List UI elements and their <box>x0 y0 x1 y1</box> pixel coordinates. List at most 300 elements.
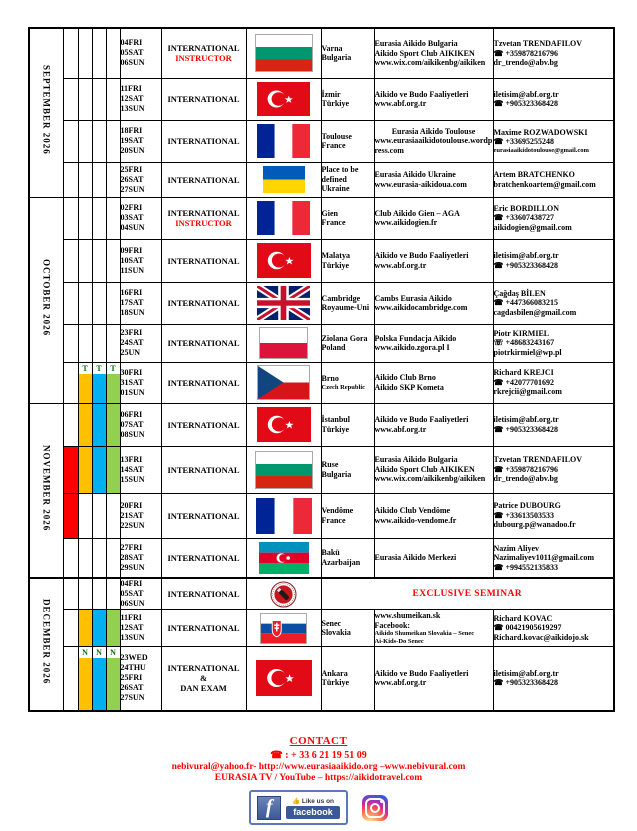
location-line: France <box>321 218 346 227</box>
date-line: 12SAT <box>120 94 144 103</box>
location-line: Czech Republic <box>321 383 366 391</box>
date-line: 27SUN <box>120 693 145 703</box>
seminar-type-cell <box>161 78 246 120</box>
organization-cell <box>374 78 493 120</box>
date-line: 18SUN <box>120 308 145 317</box>
location-line: Poland <box>321 343 346 352</box>
organization-line: Aikido ve Budo Faaliyetleri <box>374 415 469 424</box>
organization-line: Aikido SKP Kometa <box>374 382 444 392</box>
organization-line: Eurasia Aikido Toulouse <box>391 126 476 136</box>
location-cell <box>321 78 374 120</box>
marker-column-orange <box>78 162 92 197</box>
contact-cell <box>493 162 614 197</box>
marker-column-orange <box>78 239 92 282</box>
organization-line: Aikido ve Budo Faaliyetleri <box>374 251 469 260</box>
marker-column-red <box>63 78 78 120</box>
marker-column-orange <box>78 446 92 493</box>
contact-line: Eric BORDILLON <box>493 203 560 213</box>
seminar-type-line: INTERNATIONAL <box>167 43 240 54</box>
seminar-type-line: INSTRUCTOR <box>175 53 232 64</box>
marker-column-green <box>106 282 120 324</box>
organization-cell <box>374 362 493 403</box>
location-cell <box>321 324 374 362</box>
marker-column-red <box>63 162 78 197</box>
date-line: 15SUN <box>120 474 145 484</box>
flag-cell <box>246 239 321 282</box>
contact-line: dr_trendo@abv.bg <box>493 474 558 484</box>
marker-column-blue <box>92 403 106 446</box>
seminar-type-cell <box>161 493 246 538</box>
contact-line: iletisim@abf.org.tr <box>493 415 559 424</box>
contact-line: ☎ +33613503533 <box>493 510 555 520</box>
france-flag-icon <box>256 498 312 534</box>
organization-line: Club Aikido Gien – AGA <box>374 208 460 218</box>
seminar-type-cell <box>161 239 246 282</box>
date-line: 28SAT <box>120 552 144 562</box>
contact-line: ☎ +42077701692 <box>493 377 555 387</box>
marker-letter: T <box>79 363 92 374</box>
marker-column-green <box>106 647 120 711</box>
seminar-type-cell <box>161 282 246 324</box>
contact-cell <box>493 282 614 324</box>
marker-column-red <box>63 324 78 362</box>
seminar-row <box>29 538 614 578</box>
seminar-type-line: DAN EXAM <box>180 683 227 694</box>
seminar-type-cell <box>161 578 246 610</box>
date-line: 14SAT <box>120 464 144 474</box>
marker-column-orange <box>78 282 92 324</box>
contact-line: ☎ +905323368428 <box>493 99 559 108</box>
location-line: defined <box>321 174 347 184</box>
marker-column-red <box>63 120 78 162</box>
contact-line: ☎ +905323368428 <box>493 260 559 270</box>
contact-line: iletisim@abf.org.tr <box>493 668 559 678</box>
seminar-type-line: INTERNATIONAL <box>167 174 240 185</box>
seminar-type-line: INTERNATIONAL <box>167 377 240 388</box>
location-cell <box>321 282 374 324</box>
marker-column-blue <box>92 647 106 711</box>
location-cell <box>321 162 374 197</box>
seminar-schedule-table <box>28 27 615 712</box>
contact-line: Richard KREJCI <box>493 368 554 378</box>
seminar-type-line: INTERNATIONAL <box>167 298 240 308</box>
seminar-row <box>29 647 614 711</box>
marker-column-blue <box>92 162 106 197</box>
organization-cell <box>374 610 493 647</box>
contact-line: Richard.kovac@aikidojo.sk <box>493 632 589 642</box>
seminar-type-cell <box>161 162 246 197</box>
marker-column-green <box>106 78 120 120</box>
contact-line: dubourg.p@wanadoo.fr <box>493 520 576 530</box>
contact-line: ☎ 00421905619297 <box>493 623 562 633</box>
poland-flag-icon <box>260 328 307 358</box>
thumb-up-icon: 👍 <box>291 797 301 805</box>
date-line: 25UN <box>120 348 141 357</box>
date-line: 26SAT <box>120 174 144 184</box>
seminar-type-cell <box>161 324 246 362</box>
date-line: 18FRI <box>120 126 143 135</box>
organization-cell <box>374 197 493 239</box>
dates-cell <box>120 120 161 162</box>
seminar-type-line: INTERNATIONAL <box>167 255 240 266</box>
location-line: Brno <box>321 374 339 383</box>
instagram-icon[interactable] <box>362 795 388 821</box>
flag-cell <box>246 647 321 711</box>
organization-line: Ai-Kids-Do Senec <box>374 637 424 645</box>
contact-cell <box>493 610 614 647</box>
flag-cell <box>246 538 321 578</box>
dates-cell <box>120 446 161 493</box>
marker-column-blue <box>92 578 106 610</box>
location-line: Ruse <box>321 460 339 469</box>
location-line: France <box>321 515 346 525</box>
marker-column-orange <box>78 197 92 239</box>
marker-column-red <box>63 610 78 647</box>
date-line: 13SUN <box>120 104 145 113</box>
contact-cell <box>493 239 614 282</box>
location-cell <box>321 197 374 239</box>
organization-line: www.abf.org.tr <box>374 260 427 270</box>
location-line: Ziolana Gora <box>321 333 368 343</box>
location-line: Senec <box>321 618 342 628</box>
marker-column-blue <box>92 493 106 538</box>
marker-column-orange <box>78 610 92 647</box>
dates-cell <box>120 197 161 239</box>
turkey-flag-icon <box>257 82 310 116</box>
azerbaijan-flag-icon <box>259 542 309 574</box>
marker-column-blue <box>92 120 106 162</box>
date-line: 11FRI <box>120 84 142 93</box>
organization-line: Aikido Club Brno <box>374 373 436 382</box>
dates-cell <box>120 28 161 78</box>
flag-cell <box>246 162 321 197</box>
france-flag-icon <box>257 201 310 235</box>
seminar-type-line: INTERNATIONAL <box>167 623 240 633</box>
date-line: 20SUN <box>120 146 145 155</box>
date-line: 22SUN <box>120 520 145 530</box>
marker-column-orange <box>78 647 92 711</box>
marker-column-red <box>63 538 78 578</box>
date-line: 06FRI <box>120 409 143 419</box>
month-label: NOVEMBER 2026 <box>41 444 52 531</box>
contact-cell <box>493 324 614 362</box>
marker-column-red <box>63 239 78 282</box>
seminar-row <box>29 28 614 78</box>
dates-cell <box>120 78 161 120</box>
marker-column-blue <box>92 610 106 647</box>
date-line: 10SAT <box>120 255 144 265</box>
facebook-brand-label: facebook <box>286 806 340 819</box>
contact-cell <box>493 78 614 120</box>
seminar-type-line: INTERNATIONAL <box>167 338 240 348</box>
location-line: Ukraine <box>321 184 350 194</box>
seminar-row <box>29 282 614 324</box>
contact-links-line[interactable]: nebivural@yahoo.fr- http://www.eurasiaaikido.org –www.nebivural.com <box>171 762 466 772</box>
marker-column-green <box>106 120 120 162</box>
organization-cell <box>374 647 493 711</box>
ukraine-flag-icon <box>263 166 305 193</box>
contact-cell <box>493 493 614 538</box>
date-line: 19SAT <box>120 136 144 145</box>
contact-line: iletisim@abf.org.tr <box>493 251 559 260</box>
seminar-type-cell <box>161 538 246 578</box>
seminar-type-line: INSTRUCTOR <box>175 218 232 228</box>
organization-line: Eurasia Aikido Bulgaria <box>374 39 458 48</box>
date-line: 13SUN <box>120 633 145 642</box>
date-line: 03SAT <box>120 213 144 222</box>
contact-line: Nazimaliyev1011@gmail.com <box>493 553 595 562</box>
seminar-type-line: INTERNATIONAL <box>167 464 240 475</box>
marker-column-green <box>106 324 120 362</box>
seminar-row <box>29 78 614 120</box>
seminar-type-line: INTERNATIONAL <box>167 663 240 674</box>
seminar-type-line: INTERNATIONAL <box>167 208 240 218</box>
organization-line: www.wix.com/aikikenbg/aikiken <box>374 58 486 67</box>
contact-line: ☏ +48683243167 <box>493 338 555 348</box>
location-line: Türkiye <box>321 99 350 108</box>
marker-column-orange <box>78 324 92 362</box>
date-line: 04SUN <box>120 223 145 232</box>
organization-line: www.eurasia-aikidoua.com <box>374 179 467 189</box>
seminar-type-line: INTERNATIONAL <box>167 510 240 521</box>
organization-line: Aikido Club Vendôme <box>374 506 451 515</box>
marker-column-blue <box>92 324 106 362</box>
location-line: Toulouse <box>321 131 352 141</box>
contact-phone-line: ☎ : + 33 6 21 19 51 09 <box>270 750 367 761</box>
marker-column-red <box>63 578 78 610</box>
flag-cell <box>246 446 321 493</box>
marker-column-red <box>63 282 78 324</box>
location-cell <box>321 239 374 282</box>
seminar-type-cell <box>161 647 246 711</box>
organization-line: Eurasia Aikido Bulgaria <box>374 455 458 465</box>
marker-column-blue <box>92 197 106 239</box>
seminar-row <box>29 403 614 446</box>
organization-line: www.wix.com/aikikenbg/aikiken <box>374 474 486 484</box>
marker-column-blue <box>92 28 106 78</box>
date-line: 04FRI <box>120 579 143 588</box>
contact-line: Maxime ROZWADOWSKI <box>493 127 588 137</box>
contact-line: Tzvetan TRENDAFILOV <box>493 39 583 48</box>
date-line: 07SAT <box>120 419 144 429</box>
date-line: 02FRI <box>120 203 143 212</box>
dates-cell <box>120 324 161 362</box>
organization-line: www.eurasiaaikidotoulouse.wordpress.com <box>374 136 493 155</box>
date-line: 16FRI <box>120 288 143 297</box>
dates-cell <box>120 538 161 578</box>
exclusive-banner-cell <box>321 578 614 610</box>
date-line: 06SUN <box>120 58 145 68</box>
flag-cell <box>246 324 321 362</box>
organization-line: Polska Fundacja Aikido <box>374 333 457 343</box>
facebook-f-icon: f <box>257 796 281 820</box>
dates-cell <box>120 282 161 324</box>
date-line: 24THU <box>120 663 146 673</box>
organization-line: Aikido Shumeikan Slovakia – Senec <box>374 630 475 637</box>
location-cell <box>321 403 374 446</box>
contact-line: bratchenkoartem@gmail.com <box>493 179 596 189</box>
organization-cell <box>374 282 493 324</box>
location-cell <box>321 446 374 493</box>
contact-cell <box>493 120 614 162</box>
location-cell <box>321 538 374 578</box>
seminar-type-cell <box>161 403 246 446</box>
seminar-type-cell <box>161 120 246 162</box>
seminar-type-line: & <box>199 673 208 684</box>
location-line: Royaume-Uni <box>321 303 370 312</box>
flag-cell <box>246 493 321 538</box>
organization-line: www.aikidocambridge.com <box>374 303 468 312</box>
month-label: DECEMBER 2026 <box>41 599 52 685</box>
seminar-row <box>29 239 614 282</box>
organization-cell <box>374 324 493 362</box>
location-line: İstanbul <box>321 415 350 424</box>
facebook-badge[interactable] <box>249 790 348 825</box>
contact-line: iletisim@abf.org.tr <box>493 89 559 99</box>
slovakia-flag-icon <box>261 614 306 643</box>
flag-cell <box>246 362 321 403</box>
marker-column-green <box>106 28 120 78</box>
marker-letter: N <box>79 647 92 658</box>
location-line: Ankara <box>321 668 348 678</box>
marker-column-red <box>63 493 78 538</box>
month-cell <box>29 403 63 578</box>
date-line: 06SUN <box>120 599 145 608</box>
flag-cell <box>246 28 321 78</box>
date-line: 08SUN <box>120 429 145 439</box>
organization-line: Aikido ve Budo Faaliyetleri <box>374 668 469 678</box>
seminar-row <box>29 197 614 239</box>
marker-column-blue <box>92 362 106 403</box>
organization-cell <box>374 538 493 578</box>
dates-cell <box>120 239 161 282</box>
organization-line: www.abf.org.tr <box>374 678 427 688</box>
contact-line: aikidogien@gmail.com <box>493 222 572 232</box>
contact-cell <box>493 538 614 578</box>
flag-cell <box>246 282 321 324</box>
contact-cell <box>493 362 614 403</box>
location-line: Bulgaria <box>321 469 352 479</box>
organization-line: Facebook: <box>374 620 411 630</box>
date-line: 29SUN <box>120 562 145 572</box>
contact-line: ☎ +447366083215 <box>493 298 559 308</box>
organization-cell <box>374 120 493 162</box>
seminar-type-line: INTERNATIONAL <box>167 94 240 104</box>
organization-line: Eurasia Aikido Merkezi <box>374 553 457 562</box>
organization-cell <box>374 28 493 78</box>
czech-flag-icon <box>258 366 309 399</box>
flag-cell <box>246 578 321 610</box>
organization-cell <box>374 403 493 446</box>
date-line: 20FRI <box>120 500 143 510</box>
location-line: Place to be <box>321 165 359 175</box>
marker-column-blue <box>92 239 106 282</box>
contact-line: rkrejcii@gmail.com <box>493 387 562 397</box>
marker-column-orange <box>78 120 92 162</box>
turkey-flag-icon <box>257 243 311 278</box>
organization-line: www.abf.org.tr <box>374 424 427 434</box>
location-line: İzmir <box>321 89 341 99</box>
location-line: Türkiye <box>321 260 350 270</box>
flag-cell <box>246 403 321 446</box>
exclusive-banner: EXCLUSIVE SEMINAR <box>412 589 522 599</box>
marker-column-blue <box>92 282 106 324</box>
location-cell <box>321 493 374 538</box>
organization-line: www.aikido.zgora.pl I <box>374 343 450 352</box>
marker-column-green <box>106 578 120 610</box>
date-line: 23WED <box>120 653 148 663</box>
contact-tv-line[interactable]: EURASIA TV / YouTube – https://aikidotravel.com <box>214 773 423 783</box>
marker-column-orange <box>78 493 92 538</box>
eurasia-logo-icon <box>270 581 297 608</box>
marker-column-green <box>106 197 120 239</box>
marker-column-blue <box>92 446 106 493</box>
date-line: 05SAT <box>120 48 144 58</box>
date-line: 21SAT <box>120 510 144 520</box>
seminar-type-line: INTERNATIONAL <box>167 136 240 146</box>
seminar-row <box>29 446 614 493</box>
contact-cell <box>493 647 614 711</box>
seminar-row <box>29 493 614 538</box>
location-line: Malatya <box>321 251 350 260</box>
organization-line: www.aikido-vendome.fr <box>374 515 457 525</box>
month-cell <box>29 578 63 711</box>
marker-column-red <box>63 362 78 403</box>
date-line: 27FRI <box>120 542 143 552</box>
contact-line: eurasiaaikidotoulouse@gmail.com <box>493 146 589 154</box>
contact-line: Piotr KIRMIEL <box>493 328 550 338</box>
date-line: 25FRI <box>120 673 143 683</box>
contact-cell <box>493 197 614 239</box>
organization-line: Eurasia Aikido Ukraine <box>374 170 456 179</box>
marker-column-orange <box>78 78 92 120</box>
marker-column-green <box>106 446 120 493</box>
organization-cell <box>374 446 493 493</box>
contact-line: ☎ +905323368428 <box>493 424 559 434</box>
location-line: Slovakia <box>321 628 351 637</box>
date-line: 25FRI <box>120 164 143 174</box>
location-cell <box>321 362 374 403</box>
marker-column-orange <box>78 578 92 610</box>
dates-cell <box>120 162 161 197</box>
date-line: 24SAT <box>120 338 144 347</box>
seminar-type-line: INTERNATIONAL <box>167 552 240 563</box>
marker-column-green <box>106 538 120 578</box>
date-line: 31SAT <box>120 377 144 387</box>
location-line: Vendôme <box>321 506 354 515</box>
seminar-row <box>29 578 614 610</box>
marker-letter: T <box>107 363 120 374</box>
marker-column-blue <box>92 78 106 120</box>
organization-line: Aikido ve Budo Faaliyetleri <box>374 89 469 99</box>
marker-column-red <box>63 28 78 78</box>
contact-line: ☎ +33607438727 <box>493 213 555 223</box>
location-line: Türkiye <box>321 678 350 688</box>
flag-cell <box>246 78 321 120</box>
date-line: 26SAT <box>120 683 144 693</box>
marker-letter: N <box>93 647 106 658</box>
marker-column-orange <box>78 403 92 446</box>
marker-letter: N <box>107 647 120 658</box>
location-line: Gien <box>321 208 338 218</box>
bulgaria-flag-icon <box>256 452 312 488</box>
organization-line: Aikido Sport Club AIKIKEN <box>374 464 475 474</box>
uk-flag-icon <box>257 286 310 320</box>
contact-line: Richard KOVAC <box>493 613 553 623</box>
seminar-row <box>29 324 614 362</box>
contact-cell <box>493 403 614 446</box>
contact-line: Artem BRATCHENKO <box>493 170 575 179</box>
